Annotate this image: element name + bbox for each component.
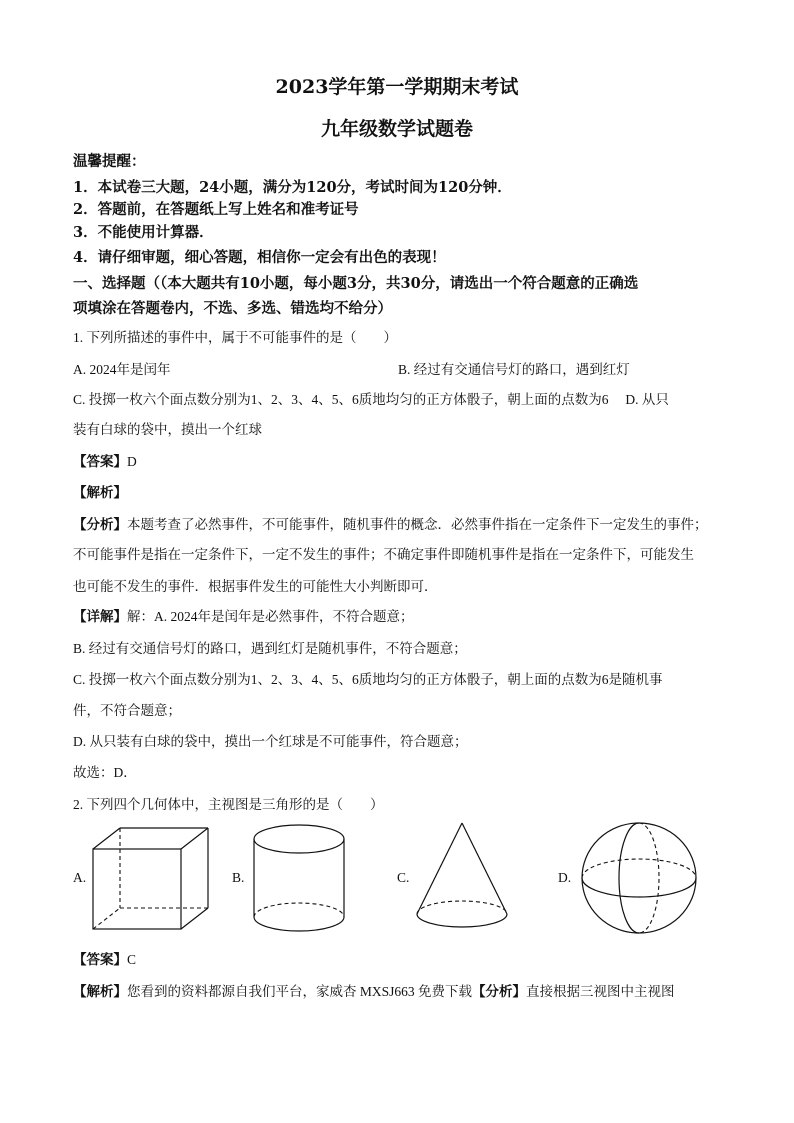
- tip-item: 3．不能使用计算器．: [73, 224, 214, 241]
- fenxi-tag: 【分析】: [73, 517, 127, 532]
- q1-detail-line: C. 投掷一枚六个面点数分别为1、2、3、4、5、6质地均匀的正方体骰子，朝上面的点数为6是随机事: [73, 672, 663, 687]
- q1-stem: 1. 下列所描述的事件中，属于不可能事件的是（ ）: [73, 330, 397, 345]
- q1-conclusion: 故选：D．: [73, 765, 137, 780]
- detail-text: 解：A. 2024年是闰年是必然事件，不符合题意；: [127, 609, 414, 624]
- tip-item: 2．答题前，在答题纸上写上姓名和准考证号: [73, 201, 359, 218]
- tip-item: 1．本试卷三大题，24小题，满分为120分，考试时间为120分钟．: [73, 179, 512, 196]
- answer-tag: 【答案】: [73, 454, 127, 469]
- q1-fenxi-line: 不可能事件是指在一定条件下，一定不发生的事件；不确定事件即随机事件是指在一定条件下，可能发生: [73, 547, 694, 562]
- analysis-tag: 【解析】: [73, 485, 127, 500]
- q2-analysis: [73, 980, 675, 1000]
- section-heading: 一、选择题（（本大题共有10小题，每小题3分，共30分，请选出一个符合题意的正确选: [73, 275, 639, 292]
- q1-detail-line: [73, 605, 414, 625]
- q2-answer: [73, 948, 136, 968]
- section-heading-cont: 项填涂在答题卷内，不选、多选、错选均不给分）: [73, 300, 392, 317]
- q1-answer: [73, 450, 137, 470]
- q1-detail-line: D. 从只装有白球的袋中，摸出一个红球是不可能事件，符合题意；: [73, 734, 468, 749]
- q1-fenxi-line: 也可能不发生的事件．根据事件发生的可能性大小判断即可．: [73, 579, 438, 594]
- q2-label-d: D.: [558, 870, 572, 885]
- tip-item: 4．请仔细审题，细心答题，相信你一定会有出色的表现！: [73, 249, 446, 266]
- exam-subtitle: 九年级数学试题卷: [320, 118, 473, 140]
- answer-value: C: [127, 952, 137, 967]
- fenxi-text: 直接根据三视图中主视图: [526, 984, 675, 999]
- fenxi-text: 本题考查了必然事件，不可能事件，随机事件的概念．必然事件指在一定条件下一定发生的事件；: [127, 517, 708, 532]
- detail-tag: 【详解】: [73, 609, 127, 624]
- cylinder-icon: [250, 822, 348, 934]
- q1-fenxi-line: [73, 513, 708, 533]
- q1-option-a: A. 2024年是闰年: [73, 362, 171, 377]
- tips-heading: 温馨提醒：: [73, 153, 146, 170]
- q2-label-c: C.: [397, 870, 410, 885]
- cone-icon: [412, 820, 512, 932]
- q1-option-c: C. 投掷一枚六个面点数分别为1、2、3、4、5、6质地均匀的正方体骰子，朝上面的点数为6 D. 从只: [73, 392, 669, 407]
- answer-value: D: [127, 454, 137, 469]
- analysis-tag: 【解析】: [73, 984, 127, 999]
- q2-label-b: B.: [232, 870, 245, 885]
- analysis-text: 您看到的资料都源自我们平台，家威杏 MXSJ663 免费下载: [127, 984, 473, 999]
- q2-stem: 2. 下列四个几何体中，主视图是三角形的是（ ）: [73, 797, 384, 812]
- q2-label-a: A.: [73, 870, 87, 885]
- exam-title: 2023学年第一学期期末考试: [275, 76, 519, 98]
- q1-detail-line: 件，不符合题意；: [73, 703, 181, 718]
- cube-icon: [90, 825, 215, 933]
- q1-option-d-cont: 装有白球的袋中，摸出一个红球: [73, 422, 262, 437]
- q1-detail-line: B. 经过有交通信号灯的路口，遇到红灯是随机事件，不符合题意；: [73, 641, 467, 656]
- fenxi-tag: 【分析】: [472, 984, 527, 999]
- sphere-icon: [578, 820, 700, 937]
- answer-tag: 【答案】: [73, 952, 127, 967]
- q1-analysis-tag: [73, 481, 127, 501]
- q1-option-b: B. 经过有交通信号灯的路口，遇到红灯: [398, 362, 630, 377]
